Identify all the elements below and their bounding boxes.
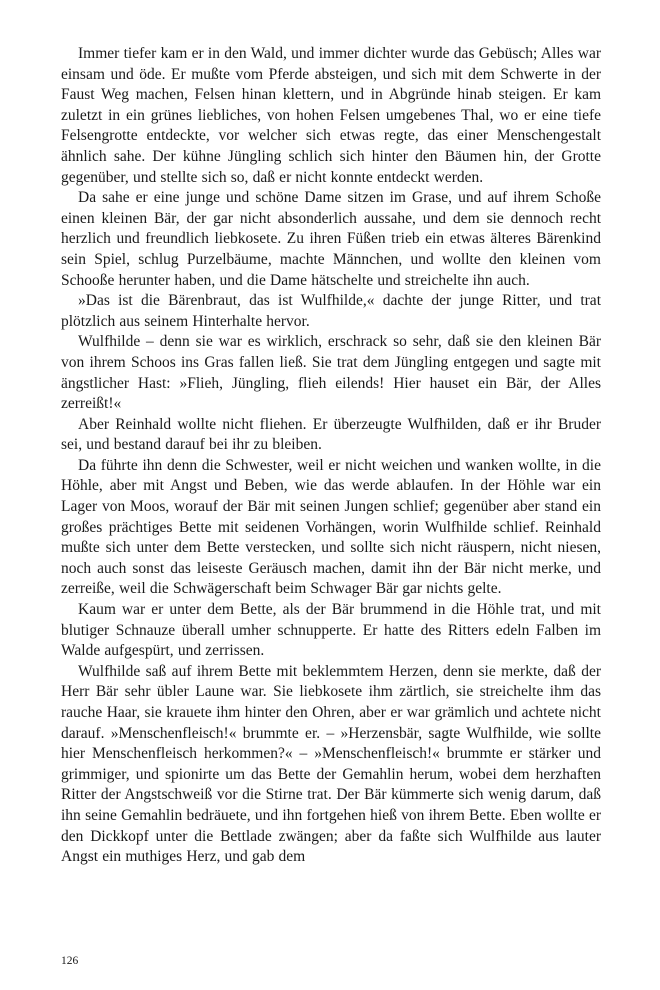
- paragraph: Wulfhilde – denn sie war es wirklich, erschrack so sehr, daß sie den kleinen Bär von ihrem Schoos ins Gras fallen ließ. Sie trat dem Jüngling entgegen und sagte mit ängstlicher Hast: »Flieh, Jüngling, flieh eilends! Hier hauset ein Bär, der Alles zerreißt!«: [61, 333, 601, 413]
- page-number: 126: [61, 955, 79, 967]
- paragraph: Kaum war er unter dem Bette, als der Bär brummend in die Höhle trat, und mit blutiger Schnauze überall umher schnupperte. Er hatte des Ritters edeln Falben im Walde aufgespürt, und zerrissen.: [61, 601, 601, 660]
- paragraph: Da führte ihn denn die Schwester, weil er nicht weichen und wanken wollte, in die Höhle, aber mit Angst und Beben, wie das werde ablaufen. In der Höhle war ein Lager von Moos, worauf der Bär mit seinen Jungen schlief; gegenüber aber stand ein großes prächtiges Bette mit seidenen Vorhängen, worin Wulfhilde schlief. Reinhald mußte sich unter dem Bette verstecken, und sollte sich nicht räuspern, nicht niesen, noch auch sonst das leiseste Geräusch machen, damit ihn der Bär nicht merke, und zerreiße, weil die Schwägerschaft beim Schwager Bär gar nichts gelte.: [61, 456, 601, 598]
- text-block: [61, 44, 601, 868]
- paragraph: Da sahe er eine junge und schöne Dame sitzen im Grase, und auf ihrem Schoße einen kleinen Bär, der gar nicht absonderlich aussahe, und dem sie dennoch recht herzlich und freundlich liebkosete. Zu ihren Füßen trieb ein etwas älteres Bärenkind sein Spiel, schlug Purzelbäume, machte Männchen, und wollte den kleinen vom Schooße herunter haben, und die Dame hätschelte und streichelte ihn auch.: [61, 189, 601, 289]
- paragraph: Immer tiefer kam er in den Wald, und immer dichter wurde das Gebüsch; Alles war einsam und öde. Er mußte vom Pferde absteigen, und sich mit dem Schwerte in der Faust Weg machen, Felsen hinan klettern, und in Abgründe hinab steigen. Er kam zuletzt in ein grünes liebliches, von hohen Felsen umgebenes Thal, wo er eine tiefe Felsengrotte entdeckte, vor welcher sich etwas regte, das einer Menschengestalt ähnlich sahe. Der kühne Jüngling schlich sich hinter den Bäumen hin, der Grotte gegenüber, und stellte sich so, daß er nicht konnte entdeckt werden.: [61, 45, 601, 186]
- paragraph: Wulfhilde saß auf ihrem Bette mit beklemmtem Herzen, denn sie merkte, daß der Herr Bär sehr übler Laune war. Sie liebkosete ihm zärtlich, sie streichelte ihm das rauche Haar, sie krauete ihm hinter den Ohren, aber er war grämlich und achtete nicht darauf. »Menschenfleisch!« brummte er. – »Herzensbär, sagte Wulfhilde, wie sollte hier Menschenfleisch herkommen?« – »Menschenfleisch!« brummte er stärker und grimmiger, und spionirte um das Bette der Gemahlin herum, wobei dem herzhaften Ritter der Angstschweiß vor die Stirne trat. Der Bär kümmerte sich wenig darum, daß ihn seine Gemahlin bedräuete, und ihn fortgehen hieß von ihrem Bette. Eben wollte er den Dickkopf unter die Bettlade zwängen; aber da faßte sich Wulfhilde aus lauter Angst ein muthiges Herz, und gab dem: [61, 662, 601, 866]
- paragraph: Aber Reinhald wollte nicht fliehen. Er überzeugte Wulfhilden, daß er ihr Bruder sei, und bestand darauf bei ihr zu bleiben.: [61, 415, 601, 454]
- paragraph: »Das ist die Bärenbraut, das ist Wulfhilde,« dachte der junge Ritter, und trat plötzlich aus seinem Hinterhalte hervor.: [61, 292, 601, 330]
